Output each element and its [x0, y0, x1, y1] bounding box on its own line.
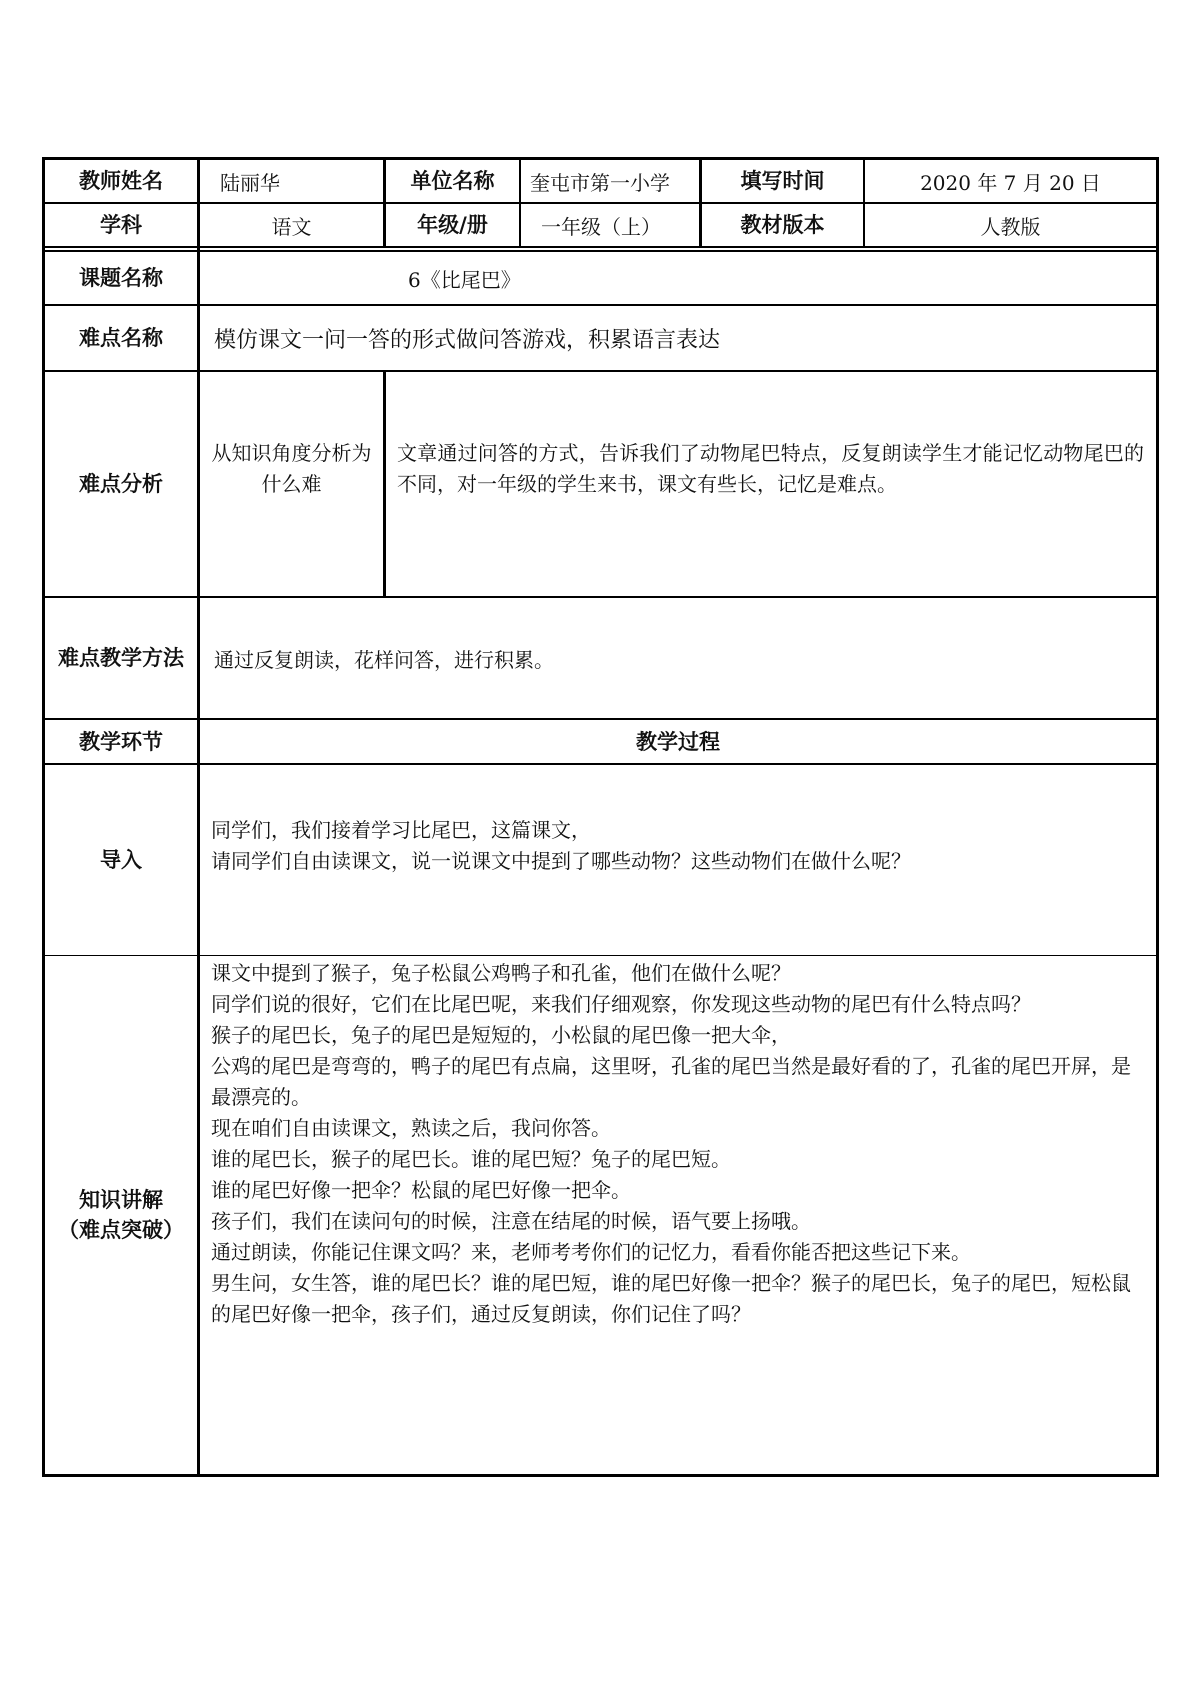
border [1156, 157, 1159, 1477]
fill-date-label: 填写时间 [740, 169, 825, 193]
knowledge-line: 通过朗读，你能记住课文吗？来，老师考考你们的记忆力，看看你能否把这些记下来。 [211, 1240, 971, 1264]
stage-header: 教学环节 [79, 729, 163, 754]
knowledge-line: 谁的尾巴好像一把伞？松鼠的尾巴好像一把伞。 [211, 1178, 631, 1202]
edition-value: 人教版 [980, 214, 1041, 239]
knowledge-line: 现在咱们自由读课文，熟读之后，我问你答。 [211, 1116, 611, 1140]
edition-label: 教材版本 [740, 213, 825, 237]
border [42, 1474, 1158, 1477]
analysis-label: 难点分析 [79, 472, 163, 496]
intro-content [200, 765, 1156, 955]
knowledge-content [200, 956, 1156, 1474]
grade-value: 一年级（上） [541, 214, 661, 239]
method-label: 难点教学方法 [58, 646, 184, 670]
subject-label: 学科 [100, 213, 142, 237]
analysis-sub-label-text: 从知识角度分析为什么难 [211, 441, 372, 496]
subject-value: 语文 [271, 214, 312, 239]
knowledge-label-line2: （难点突破） [58, 1218, 184, 1242]
intro-line: 同学们，我们接着学习比尾巴，这篇课文， [211, 818, 591, 842]
topic-value: 6《比尾巴》 [408, 267, 521, 292]
process-header: 教学过程 [636, 729, 720, 754]
knowledge-line: 同学们说的很好，它们在比尾巴呢，来我们仔细观察，你发现这些动物的尾巴有什么特点吗？ [211, 992, 1031, 1016]
knowledge-label-line1: 知识讲解 [79, 1188, 163, 1212]
analysis-text: 文章通过问答的方式，告诉我们了动物尾巴特点，反复朗读学生才能记忆动物尾巴的不同，对一年级的学生来书，课文有些长，记忆是难点。 [397, 441, 1144, 496]
border [42, 246, 1158, 248]
knowledge-line: 课文中提到了猴子，兔子松鼠公鸡鸭子和孔雀，他们在做什么呢？ [211, 961, 791, 985]
fill-date-value: 2020 年 7 月 20 日 [920, 170, 1101, 195]
knowledge-line: 公鸡的尾巴是弯弯的，鸭子的尾巴有点扁，这里呀，孔雀的尾巴当然是最好看的了，孔雀的尾巴开屏，是最漂亮的。 [211, 1054, 1131, 1109]
intro-line: 请同学们自由读课文，说一说课文中提到了哪些动物？这些动物们在做什么呢？ [211, 849, 911, 873]
knowledge-line: 谁的尾巴长，猴子的尾巴长。谁的尾巴短？兔子的尾巴短。 [211, 1147, 731, 1171]
analysis-sub-label [200, 372, 383, 596]
analysis-text-cell [386, 372, 1156, 596]
topic-label: 课题名称 [79, 266, 163, 290]
teacher-name-value: 陆丽华 [220, 170, 280, 195]
method-value: 通过反复朗读，花样问答，进行积累。 [214, 647, 554, 672]
knowledge-line: 男生问，女生答，谁的尾巴长？谁的尾巴短，谁的尾巴好像一把伞？猴子的尾巴长，兔子的尾巴，短松鼠的尾巴好像一把伞，孩子们，通过反复朗读，你们记住了吗？ [211, 1271, 1131, 1326]
intro-label: 导入 [100, 848, 142, 872]
difficulty-value: 模仿课文一问一答的形式做问答游戏，积累语言表达 [214, 327, 721, 353]
grade-label: 年级/册 [417, 213, 488, 237]
teacher-name-label: 教师姓名 [79, 169, 163, 193]
knowledge-line: 猴子的尾巴长，兔子的尾巴是短短的，小松鼠的尾巴像一把大伞， [211, 1023, 791, 1047]
knowledge-label [45, 956, 197, 1474]
unit-name-label: 单位名称 [410, 169, 495, 193]
knowledge-line: 孩子们，我们在读问句的时候，注意在结尾的时候，语气要上扬哦。 [211, 1209, 811, 1233]
difficulty-label: 难点名称 [79, 326, 163, 350]
unit-name-value: 奎屯市第一小学 [530, 170, 670, 195]
